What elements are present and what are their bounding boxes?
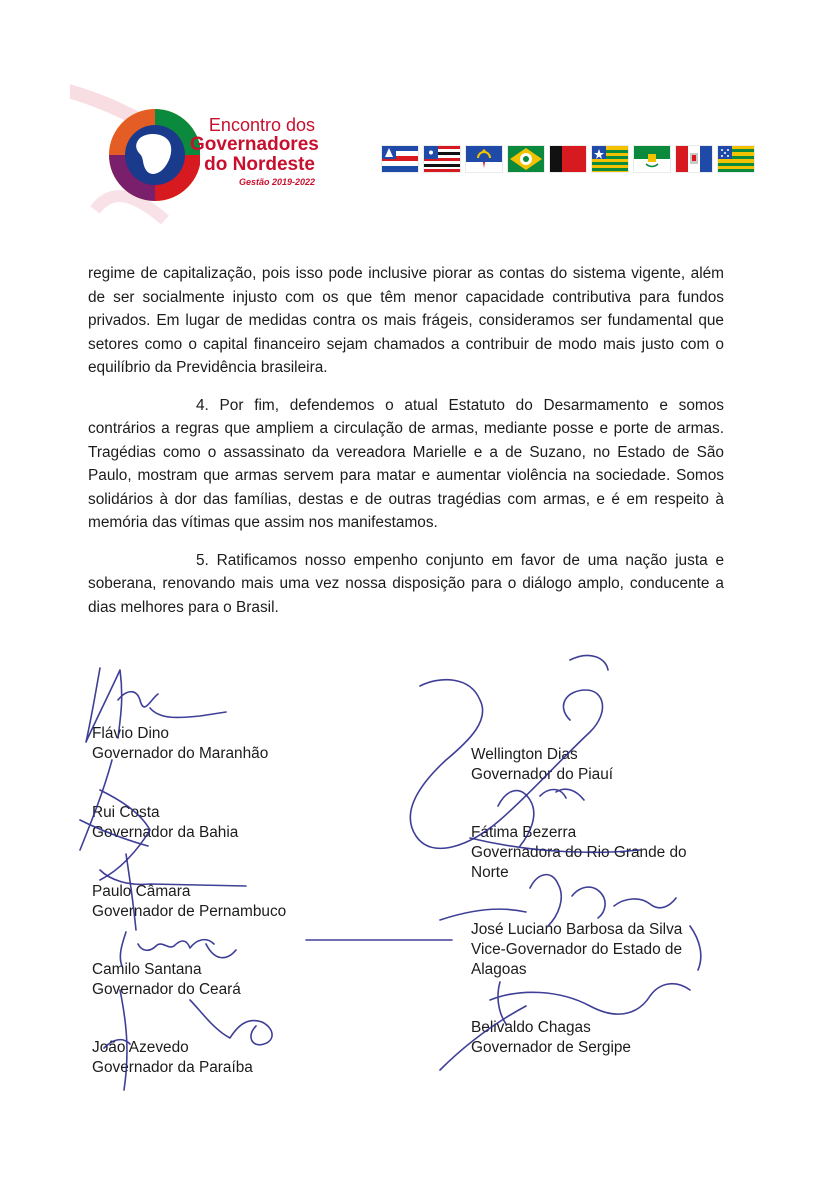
pernambuco-flag-icon <box>466 146 502 172</box>
logo-line-gestao: Gestão 2019-2022 <box>238 177 315 187</box>
signatory-name: Fátima Bezerra <box>471 824 577 841</box>
signatory-santana <box>92 960 241 1000</box>
signatory-camara <box>92 882 286 922</box>
piaui-flag-icon <box>592 146 628 172</box>
bahia-flag-icon <box>382 146 418 172</box>
signatory-role: Governador do Piauí <box>471 766 614 783</box>
signatory-silva <box>471 920 682 980</box>
rio-grande-do-norte-flag-icon <box>634 146 670 172</box>
signatory-dias <box>471 745 613 785</box>
signatory-role: Governador do Maranhão <box>92 745 269 762</box>
signatory-name: Rui Costa <box>92 804 160 821</box>
ceara-flag-icon <box>508 146 544 172</box>
signatory-role: Governador da Paraíba <box>92 1059 253 1076</box>
paraiba-flag-icon <box>550 146 586 172</box>
signatory-role: Governador de Pernambuco <box>92 903 287 920</box>
paragraph-disarmament: 4. Por fim, defendemos o atual Estatuto do Desarmamento e somos contrários a regras que ampliem a circulação de armas, mediante posse e porte de armas. Tragédias como o assassinato da vereadora Marielle e a de Suzano, no Estado de São Paulo, mostram que armas servem para matar e aumentar violência na sociedade. Somos solidários à dor das famílias, destas e de outras tragédias com armas, e é em respeito à memória das vítimas que assim nos manifestamos. <box>88 396 724 531</box>
signatory-name: Paulo Câmara <box>92 883 191 900</box>
alagoas-flag-icon <box>676 146 712 172</box>
signatory-dino <box>92 724 268 764</box>
signatory-chagas <box>471 1018 631 1058</box>
signatory-role: Governador de Sergipe <box>471 1039 631 1056</box>
paragraph-pension: regime de capitalização, pois isso pode inclusive piorar as contas do sistema vigente, além de ser socialmente injusto com os que têm menor capacidade contributiva para fundos privados. Em lugar de medidas contra os mais frágeis, consideramos ser fundamental que setores como o capital financeiro sejam chamados a contribuir de modo mais justo com o equilíbrio da Previdência brasileira. <box>88 265 724 376</box>
logo-line-nordeste: do Nordeste <box>204 154 315 175</box>
signatory-name: Camilo Santana <box>92 961 202 978</box>
signatory-name: José Luciano Barbosa da Silva <box>471 921 683 938</box>
state-flags-row <box>382 146 754 172</box>
nordeste-logo-icon <box>70 80 200 230</box>
logo-wordmark <box>190 115 319 187</box>
logo-line-encontro: Encontro dos <box>208 115 315 135</box>
signatory-role: Vice-Governador do Estado de <box>471 941 683 958</box>
signatory-name: Wellington Dias <box>471 746 578 763</box>
signatory-bezerra <box>471 823 687 883</box>
signatory-role-continued: Alagoas <box>471 961 527 978</box>
signatory-role: Governadora do Rio Grande do <box>471 844 687 861</box>
signatory-role: Governador do Ceará <box>92 981 241 998</box>
sergipe-flag-icon <box>718 146 754 172</box>
signatory-name: Flávio Dino <box>92 725 169 742</box>
maranhao-flag-icon <box>424 146 460 172</box>
signatory-name: João Azevedo <box>92 1039 189 1056</box>
signatory-name: Belivaldo Chagas <box>471 1019 591 1036</box>
signatory-azevedo <box>92 1038 253 1078</box>
paragraph-ratification: 5. Ratificamos nosso empenho conjunto em favor de uma nação justa e soberana, renovando mais uma vez nossa disposição para o diálogo amplo, conducente a dias melhores para o Brasil. <box>88 551 724 616</box>
letter-body <box>88 262 724 633</box>
signatory-role: Governador da Bahia <box>92 824 239 841</box>
signatory-costa <box>92 803 238 843</box>
signatory-role-continued: Norte <box>471 864 509 881</box>
logo-line-governadores: Governadores <box>190 134 319 155</box>
